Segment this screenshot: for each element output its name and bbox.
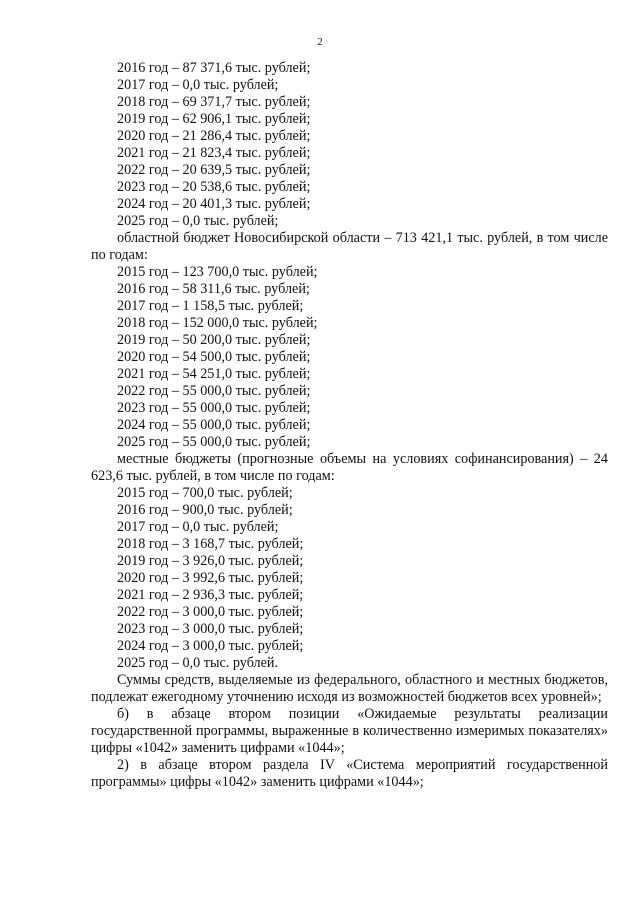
amendment-item-b: б) в абзаце втором позиции «Ожидаемые результаты реализации государственной программы, выраженные в количественно измеримых показателях» цифры «1042» заменить цифрами «1044»; [91,706,608,756]
local-year-line: 2017 год – 0,0 тыс. рублей; [117,519,279,535]
local-year-line: 2020 год – 3 992,6 тыс. рублей; [117,570,304,586]
regional-year-line: 2018 год – 152 000,0 тыс. рублей; [117,315,318,331]
regional-budget-years [91,264,608,451]
local-budget-intro: местные бюджеты (прогнозные объемы на условиях софинансирования) – 24 623,6 тыс. рублей, в том числе по годам: [91,451,608,484]
local-year-line: 2021 год – 2 936,3 тыс. рублей; [117,587,304,603]
federal-year-line: 2020 год – 21 286,4 тыс. рублей; [117,128,311,144]
regional-year-line: 2020 год – 54 500,0 тыс. рублей; [117,349,311,365]
local-year-line: 2025 год – 0,0 тыс. рублей. [117,655,279,671]
local-year-line: 2022 год – 3 000,0 тыс. рублей; [117,604,304,620]
page-number: 2 [317,36,323,48]
regional-year-line: 2025 год – 55 000,0 тыс. рублей; [117,434,311,450]
regional-year-line: 2023 год – 55 000,0 тыс. рублей; [117,400,311,416]
federal-year-line: 2017 год – 0,0 тыс. рублей; [117,77,279,93]
regional-year-line: 2019 год – 50 200,0 тыс. рублей; [117,332,311,348]
regional-year-line: 2016 год – 58 311,6 тыс. рублей; [117,281,310,297]
federal-year-line: 2016 год – 87 371,6 тыс. рублей; [117,60,311,76]
closing-paragraph: Суммы средств, выделяемые из федерального, областного и местных бюджетов, подлежат ежегодному уточнению исходя из возможностей бюджетов всех уровней»; [91,672,608,705]
regional-year-line: 2015 год – 123 700,0 тыс. рублей; [117,264,318,280]
regional-year-line: 2021 год – 54 251,0 тыс. рублей; [117,366,311,382]
federal-year-line: 2025 год – 0,0 тыс. рублей; [117,213,279,229]
regional-year-line: 2024 год – 55 000,0 тыс. рублей; [117,417,311,433]
amendment-item-2: 2) в абзаце втором раздела IV «Система мероприятий государственной программы» цифры «1042» заменить цифрами «1044»; [91,757,608,790]
regional-budget-intro: областной бюджет Новосибирской области – 713 421,1 тыс. рублей, в том числе по годам: [91,230,608,263]
federal-year-line: 2021 год – 21 823,4 тыс. рублей; [117,145,311,161]
local-year-line: 2018 год – 3 168,7 тыс. рублей; [117,536,304,552]
local-budget-years [91,485,608,672]
regional-year-line: 2017 год – 1 158,5 тыс. рублей; [117,298,304,314]
local-year-line: 2023 год – 3 000,0 тыс. рублей; [117,621,304,637]
local-year-line: 2019 год – 3 926,0 тыс. рублей; [117,553,304,569]
document-body [91,60,608,791]
federal-year-line: 2024 год – 20 401,3 тыс. рублей; [117,196,311,212]
federal-year-line: 2018 год – 69 371,7 тыс. рублей; [117,94,311,110]
local-year-line: 2015 год – 700,0 тыс. рублей; [117,485,293,501]
federal-year-line: 2019 год – 62 906,1 тыс. рублей; [117,111,311,127]
federal-budget-years [91,60,608,230]
local-year-line: 2016 год – 900,0 тыс. рублей; [117,502,293,518]
regional-year-line: 2022 год – 55 000,0 тыс. рублей; [117,383,311,399]
federal-year-line: 2022 год – 20 639,5 тыс. рублей; [117,162,311,178]
local-year-line: 2024 год – 3 000,0 тыс. рублей; [117,638,304,654]
federal-year-line: 2023 год – 20 538,6 тыс. рублей; [117,179,311,195]
